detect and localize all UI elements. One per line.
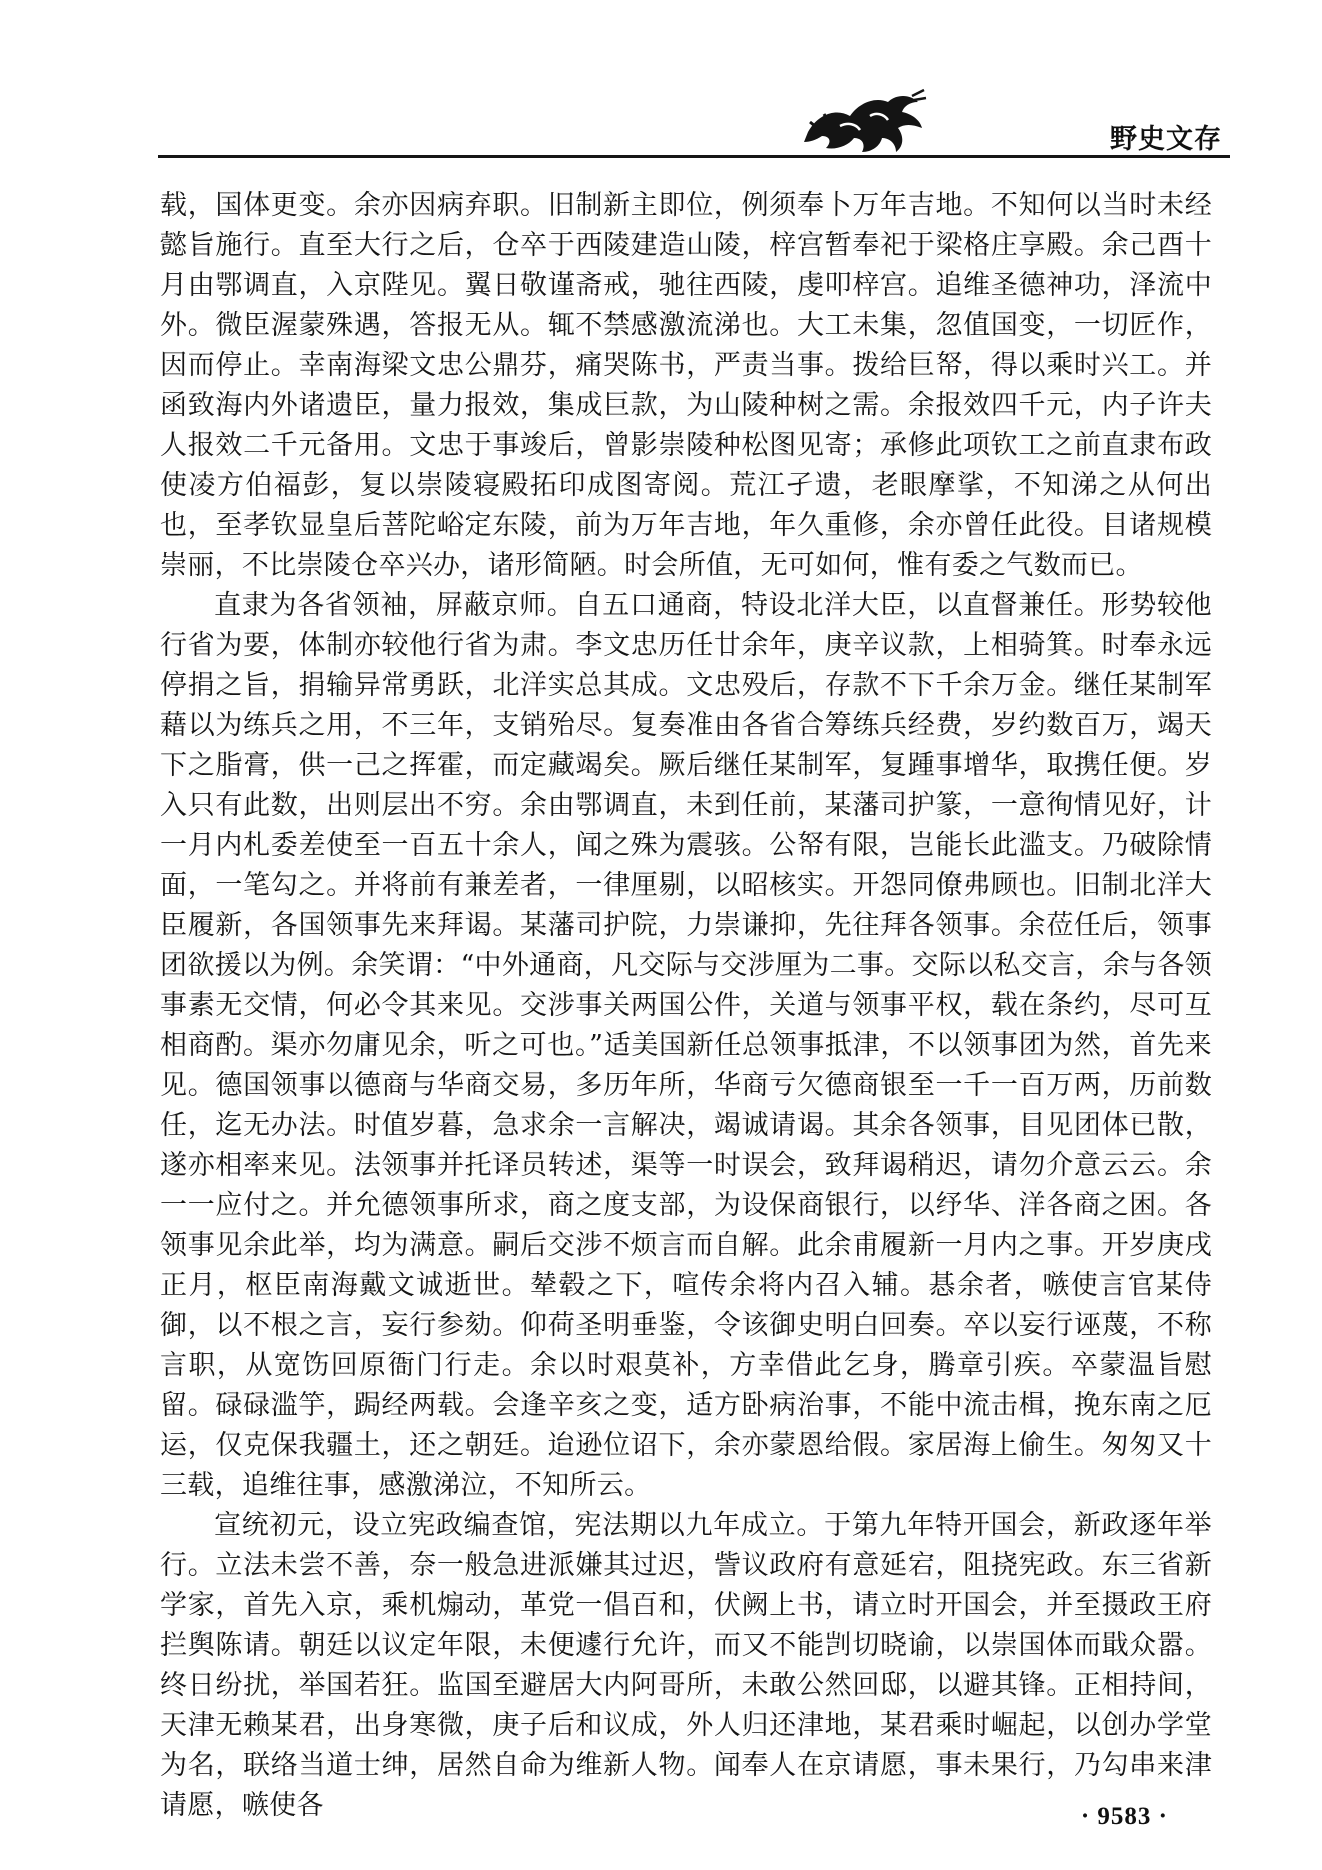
article-body bbox=[160, 186, 1212, 1826]
dragon-icon bbox=[800, 86, 928, 160]
page-header bbox=[0, 0, 1322, 170]
page-number: · 9583 · bbox=[1080, 1803, 1168, 1830]
paragraph: 宣统初元，设立宪政编查馆，宪法期以九年成立。于第九年特开国会，新政逐年举行。立法未尝不善，奈一般急进派嫌其过迟，訾议政府有意延宕，阻挠宪政。东三省新学家，首先入京，乘机煽动，革党一倡百和，伏阙上书，请立时开国会，并至摄政王府拦舆陈请。朝廷以议定年限，未便遽行允许，而又不能剀切晓谕，以崇国体而戢众嚣。终日纷扰，举国若狂。监国至避居大内阿哥所，未敢公然回邸，以避其锋。正相持间，天津无赖某君，出身寒微，庚子后和议成，外人归还津地，某君乘时崛起，以创办学堂为名，联络当道士绅，居然自命为维新人物。闻奉人在京请愿，事未果行，乃勾串来津请愿，嗾使各 bbox=[160, 1510, 1212, 1821]
paragraph: 载，国体更变。余亦因病弃职。旧制新主即位，例须奉卜万年吉地。不知何以当时未经懿旨施行。直至大行之后，仓卒于西陵建造山陵，梓宫暂奉祀于梁格庄享殿。余己酉十月由鄂调直，入京陛见。翼日敬谨斋戒，驰往西陵，虔叩梓宫。追维圣德神功，泽流中外。微臣渥蒙殊遇，答报无从。辄不禁感激流涕也。大工未集，忽值国变，一切匠作，因而停止。幸南海梁文忠公鼎芬，痛哭陈书，严责当事。拨给巨帑，得以乘时兴工。并函致海内外诸遗臣，量力报效，集成巨款，为山陵种树之需。余报效四千元，内子许夫人报效二千元备用。文忠于事竣后，曾影崇陵种松图见寄；承修此项钦工之前直隶布政使凌方伯福彭，复以崇陵寝殿拓印成图寄阅。荒江孑遗，老眼摩挲，不知涕之从何出也，至孝钦显皇后菩陀峪定东陵，前为万年吉地，年久重修，余亦曾任此役。目诸规模崇丽，不比崇陵仓卒兴办，诸形简陋。时会所值，无可如何，惟有委之气数而已。 bbox=[160, 190, 1212, 581]
series-title: 野史文存 bbox=[1110, 124, 1222, 155]
header-divider bbox=[158, 155, 1230, 158]
paragraph: 直隶为各省领袖，屏蔽京师。自五口通商，特设北洋大臣，以直督兼任。形势较他行省为要，体制亦较他行省为肃。李文忠历任廿余年，庚辛议款，上相骑箕。时奉永远停捐之旨，捐输异常勇跃，北洋实总其成。文忠殁后，存款不下千余万金。继任某制军藉以为练兵之用，不三年，支销殆尽。复奏准由各省合筹练兵经费，岁约数百万，竭天下之脂膏，供一己之挥霍，而定藏竭矣。厥后继任某制军，复踵事增华，取携任便。岁入只有此数，出则层出不穷。余由鄂调直，未到任前，某藩司护篆，一意徇情见好，计一月内札委差使至一百五十余人，闻之殊为震骇。公帑有限，岂能长此滥支。乃破除情面，一笔勾之。并将前有兼差者，一律厘剔，以昭核实。开怨同僚弗顾也。旧制北洋大臣履新，各国领事先来拜谒。某藩司护院，力崇谦抑，先往拜各领事。余莅任后，领事团欲援以为例。余笑谓：“中外通商，凡交际与交涉厘为二事。交际以私交言，余与各领事素无交情，何必令其来见。交涉事关两国公件，关道与领事平权，载在条约，尽可互相商酌。渠亦勿庸见余，听之可也。”适美国新任总领事抵津，不以领事团为然，首先来见。德国领事以德商与华商交易，多历年所，华商亏欠德商银至一千一百万两，历前数任，迄无办法。时值岁暮，急求余一言解决，竭诚请谒。其余各领事，目见团体已散，遂亦相率来见。法领事并托译员转述，渠等一时误会，致拜谒稍迟，请勿介意云云。余一一应付之。并允德领事所求，商之度支部，为设保商银行，以纾华、洋各商之困。各领事见余此举，均为满意。嗣后交涉不烦言而自解。此余甫履新一月内之事。开岁庚戌正月，枢臣南海戴文诚逝世。辇毂之下，喧传余将内召入辅。惎余者，嗾使言官某侍御，以不根之言，妄行参劾。仰荷圣明垂鉴，令该御史明白回奏。卒以妄行诬蔑，不称言职，从宽饬回原衙门行走。余以时艰莫补，方幸借此乞身，腾章引疾。卒蒙温旨慰留。碌碌滥竽，跼经两载。会逢辛亥之变，适方卧病治事，不能中流击楫，挽东南之厄运，仅克保我疆土，还之朝廷。迨逊位诏下，余亦蒙恩给假。家居海上偷生。匆匆又十三载，追维往事，感激涕泣，不知所云。 bbox=[160, 590, 1212, 1501]
